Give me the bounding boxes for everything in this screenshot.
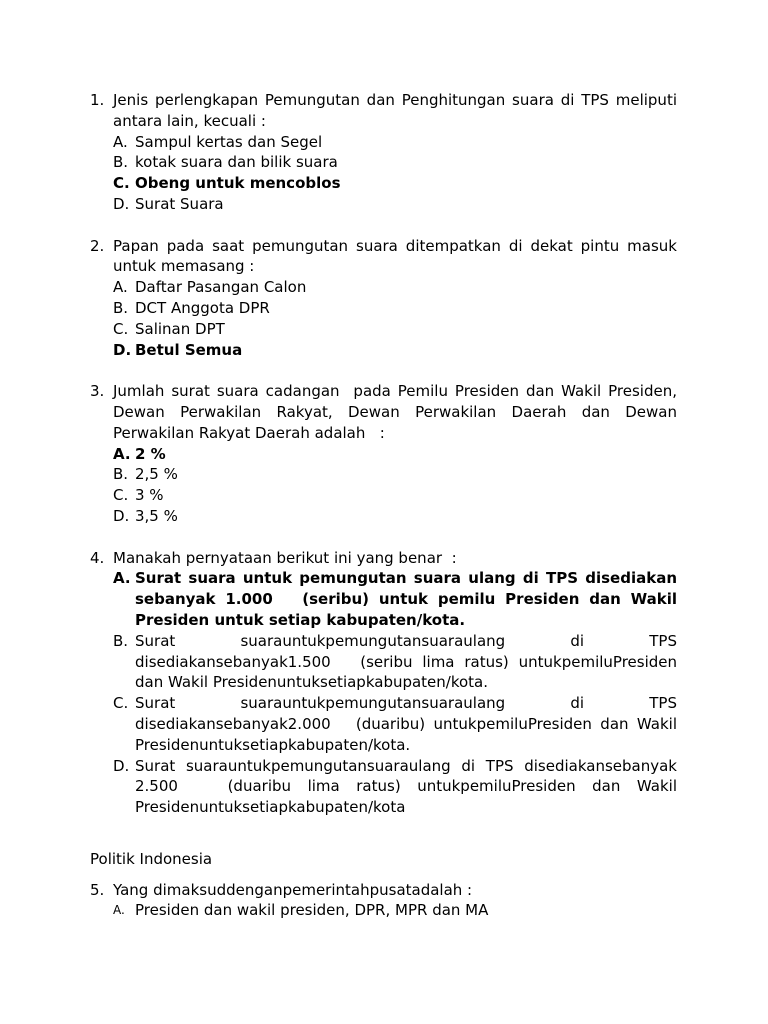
option-letter: A.: [113, 569, 131, 588]
option-letter: D.: [113, 756, 130, 775]
option-letter: B.: [113, 465, 129, 484]
option-text: Surat suara untuk pemungutan suara ulang di TPS disediakan sebanyak 1.000 (seribu) untuk pemilu Presiden dan Wakil Presiden untuk setiap kabupaten/kota.: [135, 569, 683, 629]
option-letter: D.: [113, 340, 132, 359]
option-letter: B.: [113, 298, 129, 317]
question-text: Yang dimaksuddenganpemerintahpusatadalah :: [113, 880, 473, 899]
option-b: [113, 152, 677, 173]
question-number: 5.: [90, 880, 105, 899]
option-a-answer: [113, 568, 683, 630]
option-a-answer: [113, 444, 677, 465]
option-c: [113, 319, 677, 340]
option-letter: A.: [113, 132, 128, 151]
option-a: [113, 900, 677, 921]
question-text: Jenis perlengkapan Pemungutan dan Penghitungan suara di TPS meliputi antara lain, kecuali :: [113, 91, 677, 130]
option-c: [113, 693, 682, 755]
question-number: 1.: [90, 91, 105, 109]
options-list: [113, 444, 677, 527]
option-text: Betul Semua: [135, 340, 243, 359]
option-d: [113, 194, 677, 215]
option-text: 2,5 %: [135, 465, 178, 484]
section-heading: Politik Indonesia: [90, 849, 213, 868]
option-letter: C.: [113, 694, 129, 713]
option-letter: A.: [113, 903, 125, 918]
option-letter: C.: [113, 486, 129, 505]
option-text: Surat suarauntukpemungutansuaraulang di TPS disediakansebanyak 2.500 (duaribu lima ratus) untukpemiluPresiden dan Wakil Presidenuntuksetiapkabupaten/kota: [135, 756, 682, 817]
question-5: [90, 880, 677, 922]
option-text: 2 %: [135, 444, 166, 463]
options-list: [113, 568, 683, 818]
options-list: [113, 132, 677, 215]
options-list: [113, 277, 677, 360]
question-number: 2.: [90, 236, 105, 255]
option-text: 3,5 %: [135, 506, 178, 525]
option-letter: D.: [113, 506, 130, 525]
option-a: [113, 277, 677, 298]
option-d: [113, 756, 682, 818]
option-letter: B.: [113, 153, 129, 172]
option-b: [113, 631, 682, 693]
option-text: Surat suarauntukpemungutansuaraulang di TPS disediakansebanyak1.500 (seribu lima ratus) untukpemiluPresiden dan Wakil Presidenuntuksetiapkabupaten/kota.: [135, 631, 682, 692]
option-d: [113, 506, 677, 527]
question-3: [90, 381, 682, 527]
question-1: [90, 90, 677, 215]
option-text: Salinan DPT: [135, 319, 225, 338]
option-text: kotak suara dan bilik suara: [135, 153, 338, 172]
option-letter: C.: [113, 319, 129, 338]
option-text: Presiden dan wakil presiden, DPR, MPR dan MA: [135, 901, 489, 920]
option-letter: B.: [113, 631, 129, 650]
option-c-answer: [113, 173, 677, 194]
question-2: [90, 236, 677, 361]
option-letter: A.: [113, 278, 128, 297]
option-a: [113, 132, 677, 153]
question-text: Jumlah surat suara cadangan pada Pemilu Presiden dan Wakil Presiden, Dewan Perwakilan Rakyat, Dewan Perwakilan Daerah dan Dewan Perwakilan Rakyat Daerah adalah :: [113, 382, 682, 442]
question-number: 4.: [90, 548, 105, 567]
question-text: Papan pada saat pemungutan suara ditempatkan di dekat pintu masuk untuk memasang :: [113, 236, 677, 276]
option-text: Surat suarauntukpemungutansuaraulang di TPS disediakansebanyak2.000 (duaribu) untukpemiluPresiden dan Wakil Presidenuntuksetiapkabupaten/kota.: [135, 694, 682, 754]
option-text: Sampul kertas dan Segel: [135, 132, 323, 151]
option-text: Obeng untuk mencoblos: [135, 174, 341, 193]
option-text: 3 %: [135, 486, 164, 505]
option-d-answer: [113, 340, 677, 361]
option-text: Daftar Pasangan Calon: [135, 278, 307, 297]
option-b: [113, 298, 677, 319]
option-text: Surat Suara: [135, 194, 224, 213]
option-b: [113, 464, 677, 485]
option-text: DCT Anggota DPR: [135, 298, 270, 317]
question-4: [90, 548, 683, 818]
question-text: Manakah pernyataan berikut ini yang benar :: [113, 548, 457, 567]
option-c: [113, 485, 677, 506]
question-number: 3.: [90, 382, 105, 401]
options-list: [113, 900, 677, 921]
option-letter: D.: [113, 194, 130, 213]
option-letter: A.: [113, 444, 131, 463]
option-letter: C.: [113, 174, 130, 193]
